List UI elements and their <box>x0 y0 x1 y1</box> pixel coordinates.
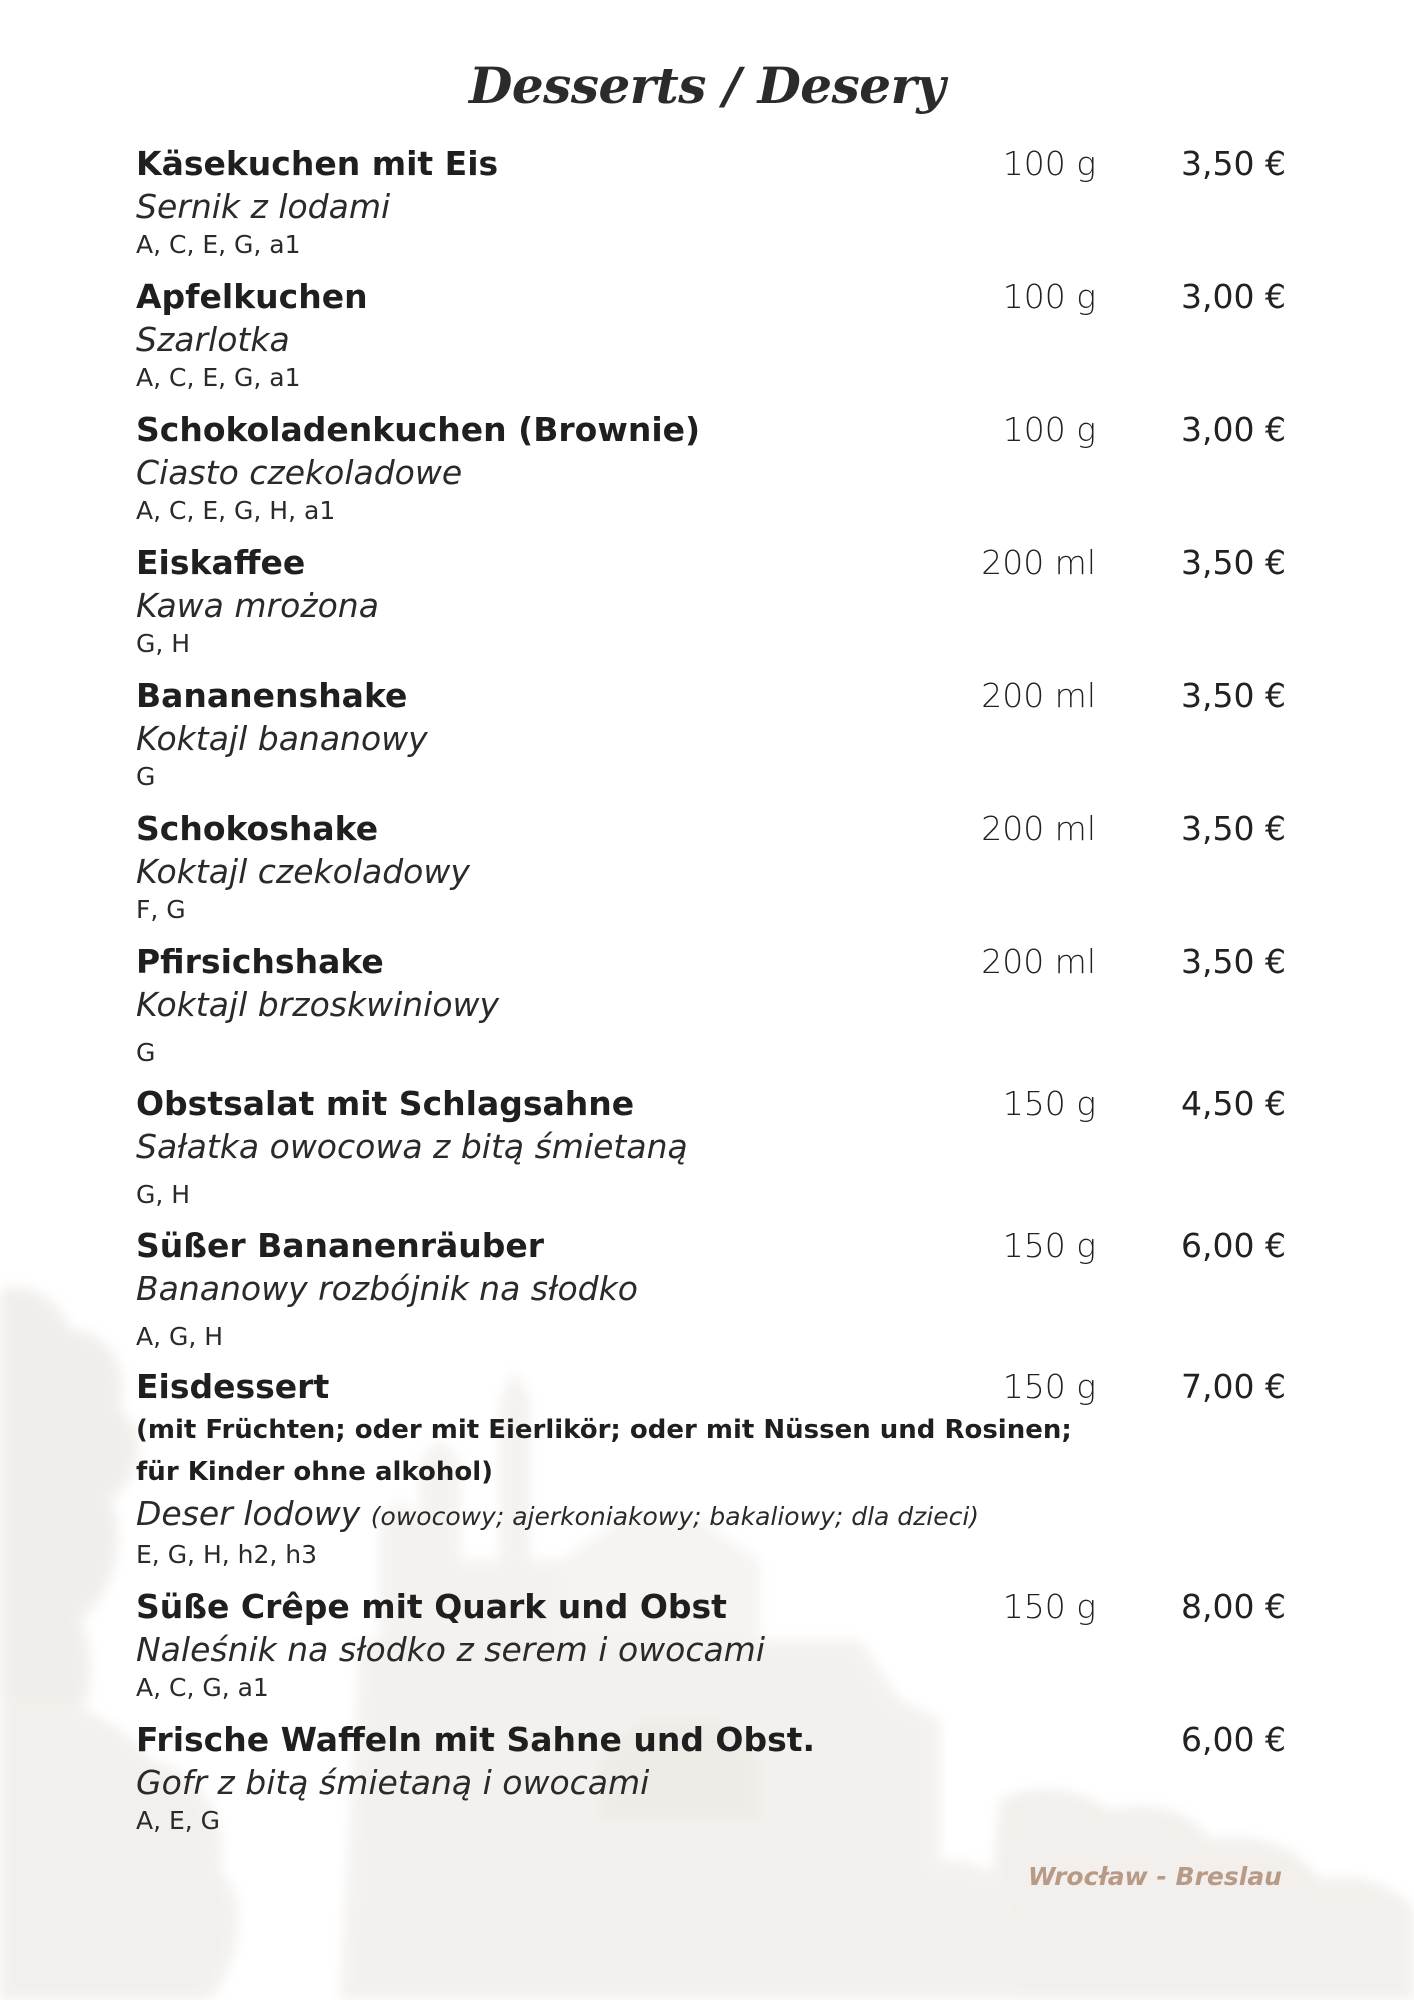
item-price: 3,50 € <box>1181 543 1286 582</box>
item-note-pl: (owocowy; ajerkoniakowy; bakaliowy; dla dzieci) <box>370 1502 980 1531</box>
item-name-de: Schokoshake <box>136 809 379 848</box>
item-name-pl: Bananowy rozbójnik na słodko <box>136 1269 638 1308</box>
item-allergens: A, C, E, G, a1 <box>136 230 301 259</box>
item-allergens: A, C, G, a1 <box>136 1673 269 1702</box>
item-allergens: G <box>136 762 156 791</box>
item-price: 7,00 € <box>1181 1367 1286 1406</box>
item-name-de: Käsekuchen mit Eis <box>136 144 499 183</box>
item-price: 3,50 € <box>1181 809 1286 848</box>
item-name-pl: Sernik z lodami <box>136 187 391 226</box>
item-name-de: Eiskaffee <box>136 543 306 582</box>
item-name-de: Schokoladenkuchen (Brownie) <box>136 410 701 449</box>
item-allergens: A, C, E, G, a1 <box>136 363 301 392</box>
menu-item <box>136 275 1286 395</box>
item-name-pl: Naleśnik na słodko z serem i owocami <box>136 1630 765 1669</box>
item-note-de: (mit Früchten; oder mit Eierlikör; oder mit Nüssen und Rosinen; <box>136 1415 1072 1445</box>
menu-item <box>136 1224 1286 1354</box>
item-allergens: A, G, H <box>136 1322 224 1351</box>
item-name-pl: Gofr z bitą śmietaną i owocami <box>136 1763 650 1802</box>
item-allergens: G, H <box>136 1180 191 1209</box>
item-name-de: Eisdessert <box>136 1367 330 1406</box>
item-note-de: für Kinder ohne alkohol) <box>136 1457 494 1487</box>
item-price: 6,00 € <box>1181 1226 1286 1265</box>
item-price: 3,50 € <box>1181 676 1286 715</box>
item-name-de: Süße Crêpe mit Quark und Obst <box>136 1587 727 1626</box>
item-name-de: Süßer Bananenräuber <box>136 1226 545 1265</box>
item-quantity: 100 g <box>1002 277 1096 316</box>
item-allergens: A, C, E, G, H, a1 <box>136 496 336 525</box>
menu-item <box>136 142 1286 262</box>
item-quantity: 200 ml <box>981 676 1096 715</box>
item-allergens: E, G, H, h2, h3 <box>136 1540 318 1569</box>
item-quantity: 150 g <box>1002 1226 1096 1265</box>
item-price: 3,00 € <box>1181 410 1286 449</box>
page-title: Desserts / Desery <box>469 56 945 115</box>
item-quantity: 200 ml <box>981 809 1096 848</box>
item-price: 3,50 € <box>1181 144 1286 183</box>
item-quantity: 200 ml <box>981 942 1096 981</box>
item-price: 4,50 € <box>1181 1084 1286 1123</box>
item-name-de: Pfirsichshake <box>136 942 384 981</box>
item-price: 3,00 € <box>1181 277 1286 316</box>
item-quantity: 150 g <box>1002 1367 1096 1406</box>
item-name-pl: Ciasto czekoladowe <box>136 453 463 492</box>
item-name-pl: Koktajl czekoladowy <box>136 852 470 891</box>
menu-item <box>136 1365 1286 1572</box>
menu-item <box>136 541 1286 661</box>
item-quantity: 100 g <box>1002 410 1096 449</box>
item-name-pl: Kawa mrożona <box>136 586 379 625</box>
item-quantity: 150 g <box>1002 1587 1096 1626</box>
item-allergens: G, H <box>136 629 191 658</box>
item-name-pl: Koktajl bananowy <box>136 719 428 758</box>
item-quantity: 150 g <box>1002 1084 1096 1123</box>
menu-item <box>136 807 1286 927</box>
item-name-de: Obstsalat mit Schlagsahne <box>136 1084 635 1123</box>
menu-item <box>136 1082 1286 1212</box>
item-price: 8,00 € <box>1181 1587 1286 1626</box>
item-price: 3,50 € <box>1181 942 1286 981</box>
item-allergens: G <box>136 1038 156 1067</box>
item-name-de: Frische Waffeln mit Sahne und Obst. <box>136 1720 816 1759</box>
item-name-de: Bananenshake <box>136 676 408 715</box>
menu-item <box>136 1718 1286 1838</box>
item-price: 6,00 € <box>1181 1720 1286 1759</box>
item-name-pl: Szarlotka <box>136 320 290 359</box>
item-name-pl <box>136 1493 1286 1538</box>
item-name-de: Apfelkuchen <box>136 277 368 316</box>
item-allergens: F, G <box>136 895 186 924</box>
item-name-pl: Sałatka owocowa z bitą śmietaną <box>136 1127 688 1166</box>
item-quantity: 200 ml <box>981 543 1096 582</box>
footer-location: Wrocław - Breslau <box>1027 1862 1282 1891</box>
menu-item <box>136 674 1286 794</box>
menu-item <box>136 408 1286 528</box>
item-name-pl: Koktajl brzoskwiniowy <box>136 985 500 1024</box>
menu-item <box>136 1585 1286 1705</box>
menu-item <box>136 940 1286 1070</box>
item-allergens: A, E, G <box>136 1806 221 1835</box>
item-quantity: 100 g <box>1002 144 1096 183</box>
item-name-pl-text: Deser lodowy <box>136 1494 361 1533</box>
